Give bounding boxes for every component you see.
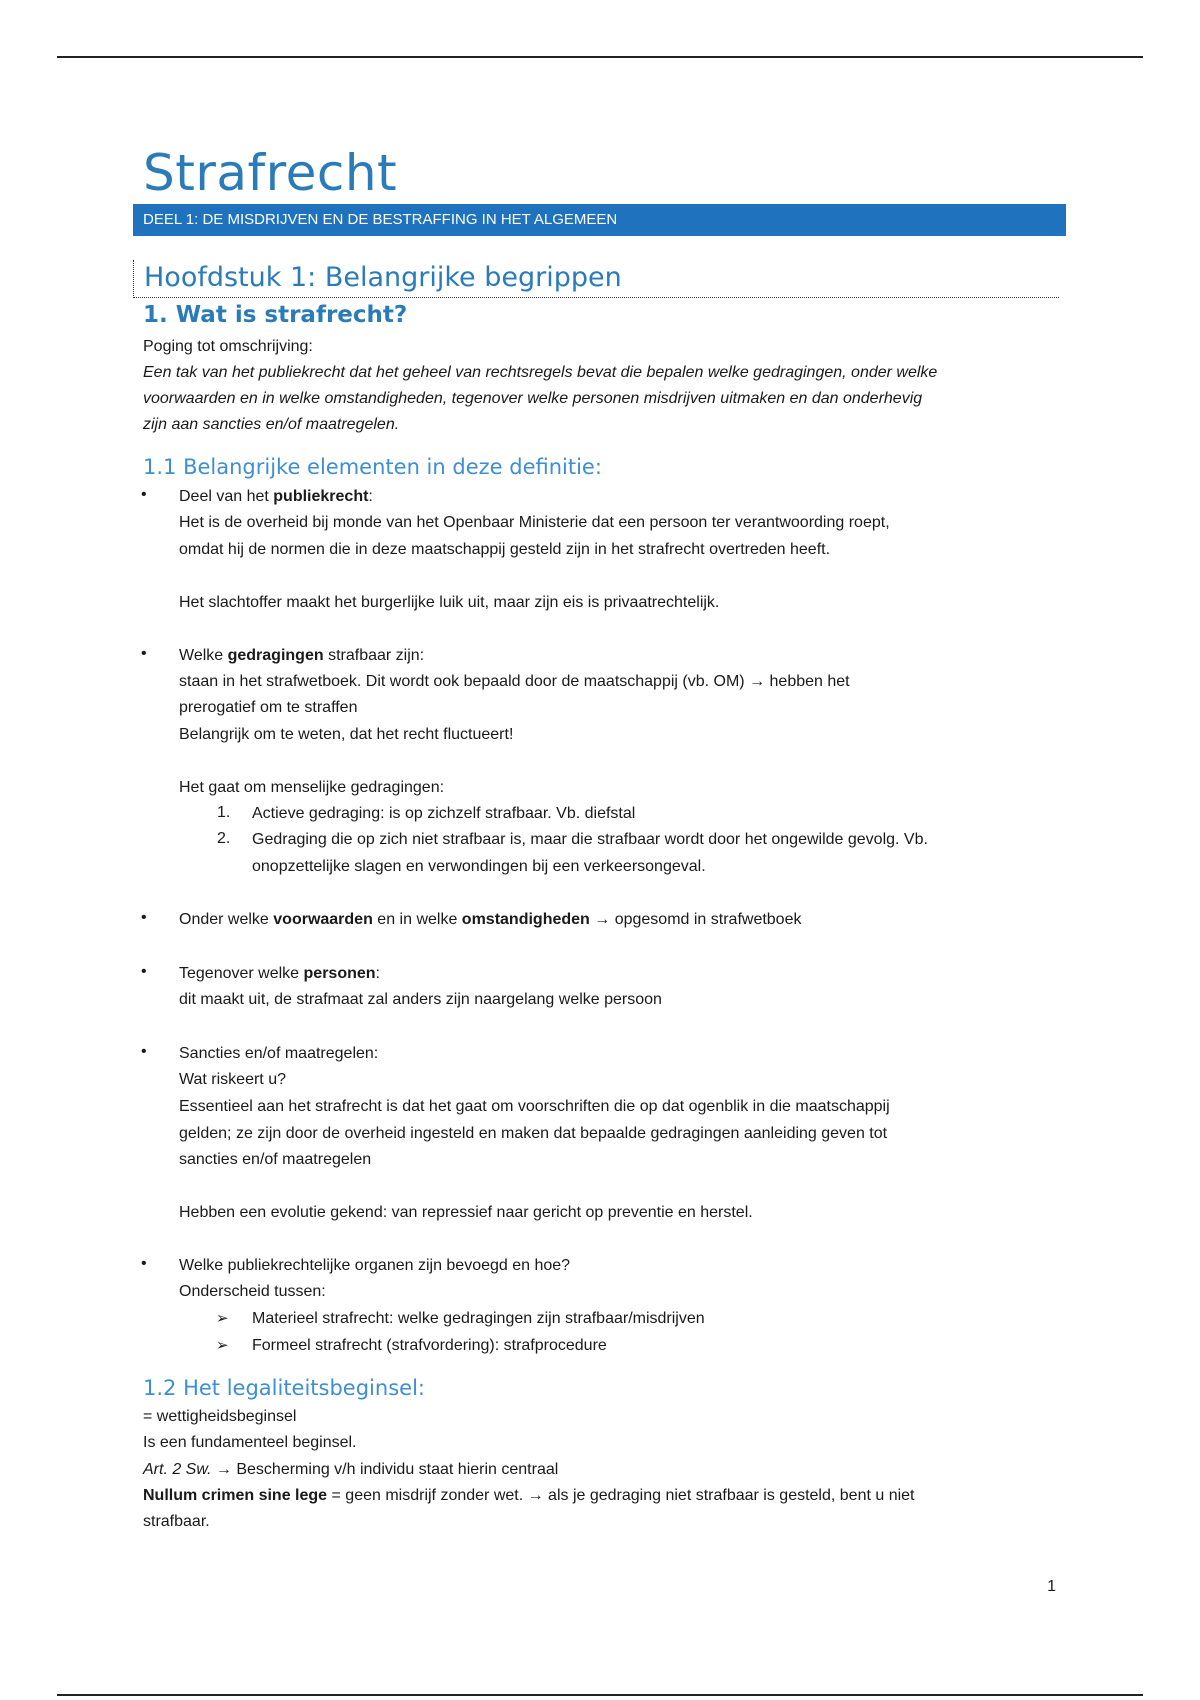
chapter-heading: Hoofdstuk 1: Belangrijke begrippen	[144, 262, 622, 293]
numbered-item: Actieve gedraging: is op zichzelf strafbaar. Vb. diefstal	[252, 805, 636, 822]
list-item: Tegenover welke personen:	[179, 965, 380, 982]
subsection-heading-1-1: 1.1 Belangrijke elementen in deze definitie:	[143, 455, 602, 479]
bullet-icon: •	[141, 909, 147, 926]
sub-list-item: Formeel strafrecht (strafvordering): strafprocedure	[252, 1337, 607, 1354]
subsection-heading-1-2: 1.2 Het legaliteitsbeginsel:	[143, 1376, 425, 1400]
list-item-text: Het slachtoffer maakt het burgerlijke luik uit, maar zijn eis is privaatrechtelijk.	[179, 594, 720, 611]
bullet-icon: •	[141, 963, 147, 980]
header-rule	[57, 56, 1143, 58]
numbered-item: onopzettelijke slagen en verwondingen bij een verkeersongeval.	[252, 858, 706, 875]
list-item-text: staan in het strafwetboek. Dit wordt ook bepaald door de maatschappij (vb. OM) → hebben het	[179, 673, 850, 690]
list-number: 2.	[217, 830, 231, 847]
list-item-text: Hebben een evolutie gekend: van repressief naar gericht op preventie en herstel.	[179, 1204, 753, 1221]
list-item-text: prerogatief om te straffen	[179, 699, 358, 716]
definition-line: voorwaarden en in welke omstandigheden, tegenover welke personen misdrijven uitmaken en dan onderhevig	[143, 390, 923, 407]
arrow-bullet-icon: ➢	[216, 1337, 229, 1354]
bullet-icon: •	[141, 1043, 147, 1060]
list-item: Welke publiekrechtelijke organen zijn bevoegd en hoe?	[179, 1257, 571, 1274]
list-item: Deel van het publiekrecht:	[179, 488, 373, 505]
list-item: Onder welke voorwaarden en in welke omstandigheden → opgesomd in strafwetboek	[179, 911, 802, 928]
list-item-text: Het is de overheid bij monde van het Openbaar Ministerie dat een persoon ter verantwoording roept,	[179, 514, 890, 531]
list-item-text: Het gaat om menselijke gedragingen:	[179, 779, 445, 796]
section-heading-1: 1. Wat is strafrecht?	[143, 302, 408, 328]
list-item-text: Wat riskeert u?	[179, 1071, 286, 1088]
list-item-text: sancties en/of maatregelen	[179, 1151, 372, 1168]
list-item-text: gelden; ze zijn door de overheid ingesteld en maken dat bepaalde gedragingen aanleiding geven tot	[179, 1125, 888, 1142]
definition-line: Een tak van het publiekrecht dat het geheel van rechtsregels bevat die bepalen welke gedragingen, onder welke	[143, 364, 938, 381]
list-item-text: Essentieel aan het strafrecht is dat het gaat om voorschriften die op dat ogenblik in die maatschappij	[179, 1098, 890, 1115]
list-item: Sancties en/of maatregelen:	[179, 1045, 379, 1062]
numbered-item: Gedraging die op zich niet strafbaar is, maar die strafbaar wordt door het ongewilde gevolg. Vb.	[252, 831, 928, 848]
footer-rule	[57, 1694, 1143, 1696]
list-number: 1.	[217, 804, 231, 821]
list-item-text: Belangrijk om te weten, dat het recht fluctueert!	[179, 726, 514, 743]
page-number: 1	[1047, 1578, 1056, 1595]
arrow-bullet-icon: ➢	[216, 1310, 229, 1327]
paragraph-line: = wettigheidsbeginsel	[143, 1408, 297, 1425]
document-title: Strafrecht	[143, 144, 398, 202]
list-item-text: dit maakt uit, de strafmaat zal anders zijn naargelang welke persoon	[179, 991, 662, 1008]
definition-line: zijn aan sancties en/of maatregelen.	[143, 416, 400, 433]
part-banner	[133, 204, 1066, 236]
part-label: DEEL 1: DE MISDRIJVEN EN DE BESTRAFFING IN HET ALGEMEEN	[143, 211, 618, 228]
list-item-text: Onderscheid tussen:	[179, 1283, 326, 1300]
paragraph-line: Is een fundamenteel beginsel.	[143, 1434, 357, 1451]
chapter-heading-box	[133, 260, 1059, 298]
list-item: Welke gedragingen strafbaar zijn:	[179, 647, 425, 664]
paragraph-line: Nullum crimen sine lege = geen misdrijf zonder wet. → als je gedraging niet strafbaar is gesteld, bent u niet	[143, 1487, 915, 1504]
bullet-icon: •	[141, 645, 147, 662]
sub-list-item: Materieel strafrecht: welke gedragingen zijn strafbaar/misdrijven	[252, 1310, 705, 1327]
list-item-text: omdat hij de normen die in deze maatschappij gesteld zijn in het strafrecht overtreden heeft.	[179, 541, 831, 558]
paragraph-line: strafbaar.	[143, 1513, 210, 1530]
bullet-icon: •	[141, 486, 147, 503]
intro-label: Poging tot omschrijving:	[143, 338, 313, 355]
paragraph-line: Art. 2 Sw. → Bescherming v/h individu staat hierin centraal	[143, 1461, 559, 1478]
bullet-icon: •	[141, 1255, 147, 1272]
